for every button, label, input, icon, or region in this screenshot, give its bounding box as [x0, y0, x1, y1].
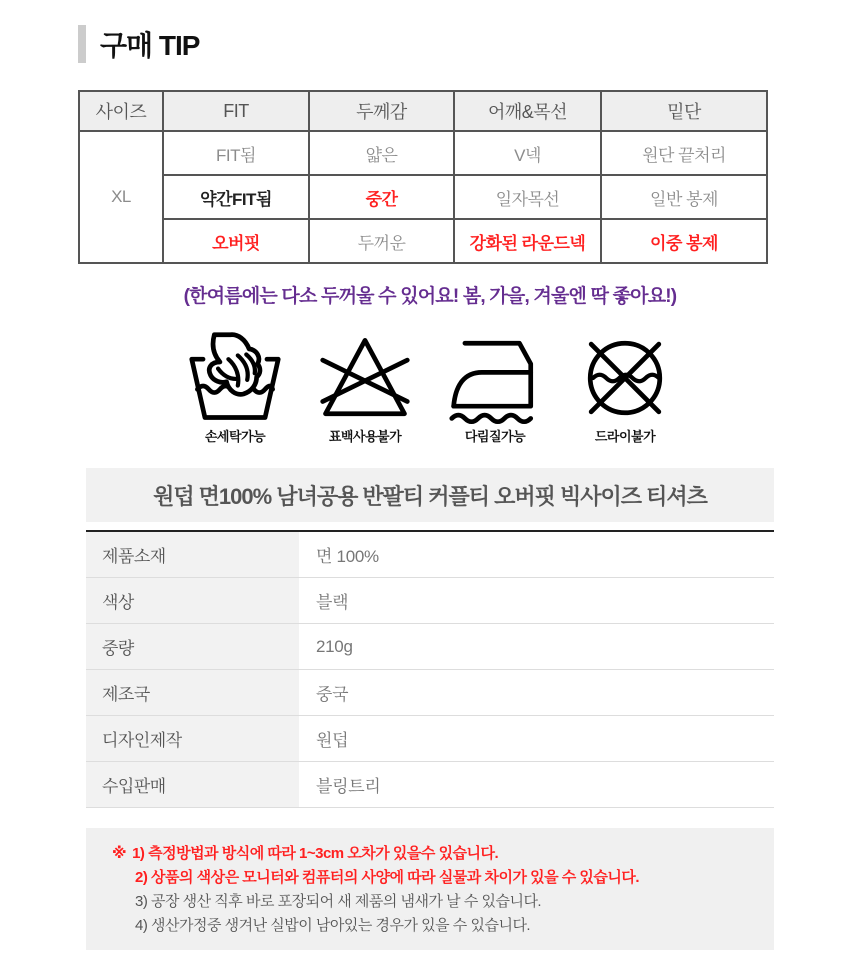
care-label: 표백사용불가: [328, 429, 402, 444]
note-line-3: 3) 공장 생산 직후 바로 포장되어 새 제품의 냄새가 날 수 있습니다.: [135, 893, 542, 910]
spec-value: 210g: [299, 624, 774, 669]
fit-table-header-fit: FIT: [163, 91, 309, 131]
note-line-1: [112, 842, 774, 866]
spec-label: 제조국: [86, 670, 299, 715]
note-line-2: 2) 상품의 색상은 모니터와 컴퓨터의 사양에 따라 실물과 차이가 있을 수 있습니다.: [135, 869, 640, 886]
fit-table-cell: 원단 끝처리: [601, 131, 767, 175]
iron-ok-icon: [448, 331, 542, 425]
spec-label: 수입판매: [86, 762, 299, 807]
fit-table-header-row: [79, 91, 767, 131]
fit-table-header-thickness: 두께감: [309, 91, 454, 131]
spec-row-weight: [86, 624, 774, 670]
fit-table-cell: 일반 봉제: [601, 175, 767, 219]
care-icons-row: [0, 331, 860, 445]
fit-table-cell: V넥: [454, 131, 601, 175]
spec-row-design: [86, 716, 774, 762]
spec-row-material: [86, 532, 774, 578]
spec-label: 제품소재: [86, 532, 299, 577]
notes-box: [86, 828, 774, 950]
fit-table-cell: 오버핏: [163, 219, 309, 263]
fit-table-header-size: 사이즈: [79, 91, 163, 131]
fit-table-row: [79, 131, 767, 175]
page-title: 구매 TIP: [100, 30, 200, 61]
spec-value: 면 100%: [299, 532, 774, 577]
fit-table-cell: 두꺼운: [309, 219, 454, 263]
purchase-tip-header: [78, 24, 199, 64]
spec-row-color: [86, 578, 774, 624]
care-item-no-dry-clean: [573, 331, 677, 445]
spec-row-origin: [86, 670, 774, 716]
care-label: 다림질가능: [464, 429, 526, 444]
fit-table-cell: FIT됨: [163, 131, 309, 175]
spec-value: 블링트리: [299, 762, 774, 807]
care-item-no-bleach: [313, 331, 417, 445]
fit-table-cell: 일자목선: [454, 175, 601, 219]
no-dry-clean-icon: [578, 331, 672, 425]
spec-table: [86, 530, 774, 808]
spec-value: 블랙: [299, 578, 774, 623]
fit-table-size-value: XL: [79, 131, 163, 263]
note-text: 1) 측정방법과 방식에 따라 1~3cm 오차가 있을수 있습니다.: [132, 845, 499, 862]
hand-wash-icon: [188, 331, 282, 425]
fit-table-cell: 강화된 라운드넥: [454, 219, 601, 263]
season-note: (한여름에는 다소 두꺼울 수 있어요! 봄, 가을, 겨울엔 딱 좋아요!): [183, 286, 677, 307]
note-marker: ※: [112, 845, 127, 862]
fit-table-header-hem: 밑단: [601, 91, 767, 131]
fit-table-cell: 얇은: [309, 131, 454, 175]
heading-accent-bar: [78, 25, 86, 63]
care-item-hand-wash: [183, 331, 287, 445]
care-label: 손세탁가능: [204, 429, 266, 444]
fit-table-cell: 약간FIT됨: [163, 175, 309, 219]
fit-table-cell: 중간: [309, 175, 454, 219]
care-item-iron-ok: [443, 331, 547, 445]
spec-row-importer: [86, 762, 774, 808]
spec-label: 디자인제작: [86, 716, 299, 761]
fit-table-cell: 이중 봉제: [601, 219, 767, 263]
no-bleach-icon: [318, 331, 412, 425]
spec-label: 중량: [86, 624, 299, 669]
fit-table-row: [79, 175, 767, 219]
spec-value: 원덥: [299, 716, 774, 761]
care-label: 드라이불가: [594, 429, 656, 444]
fit-table-row: [79, 219, 767, 263]
fit-table-header-shoulder: 어깨&목선: [454, 91, 601, 131]
spec-label: 색상: [86, 578, 299, 623]
fit-table: [78, 90, 768, 264]
note-line-4: 4) 생산가정중 생겨난 실밥이 남아있는 경우가 있을 수 있습니다.: [135, 917, 531, 934]
product-title-bar: 원덥 면100% 남녀공용 반팔티 커플티 오버핏 빅사이즈 티셔츠: [86, 468, 774, 522]
spec-value: 중국: [299, 670, 774, 715]
